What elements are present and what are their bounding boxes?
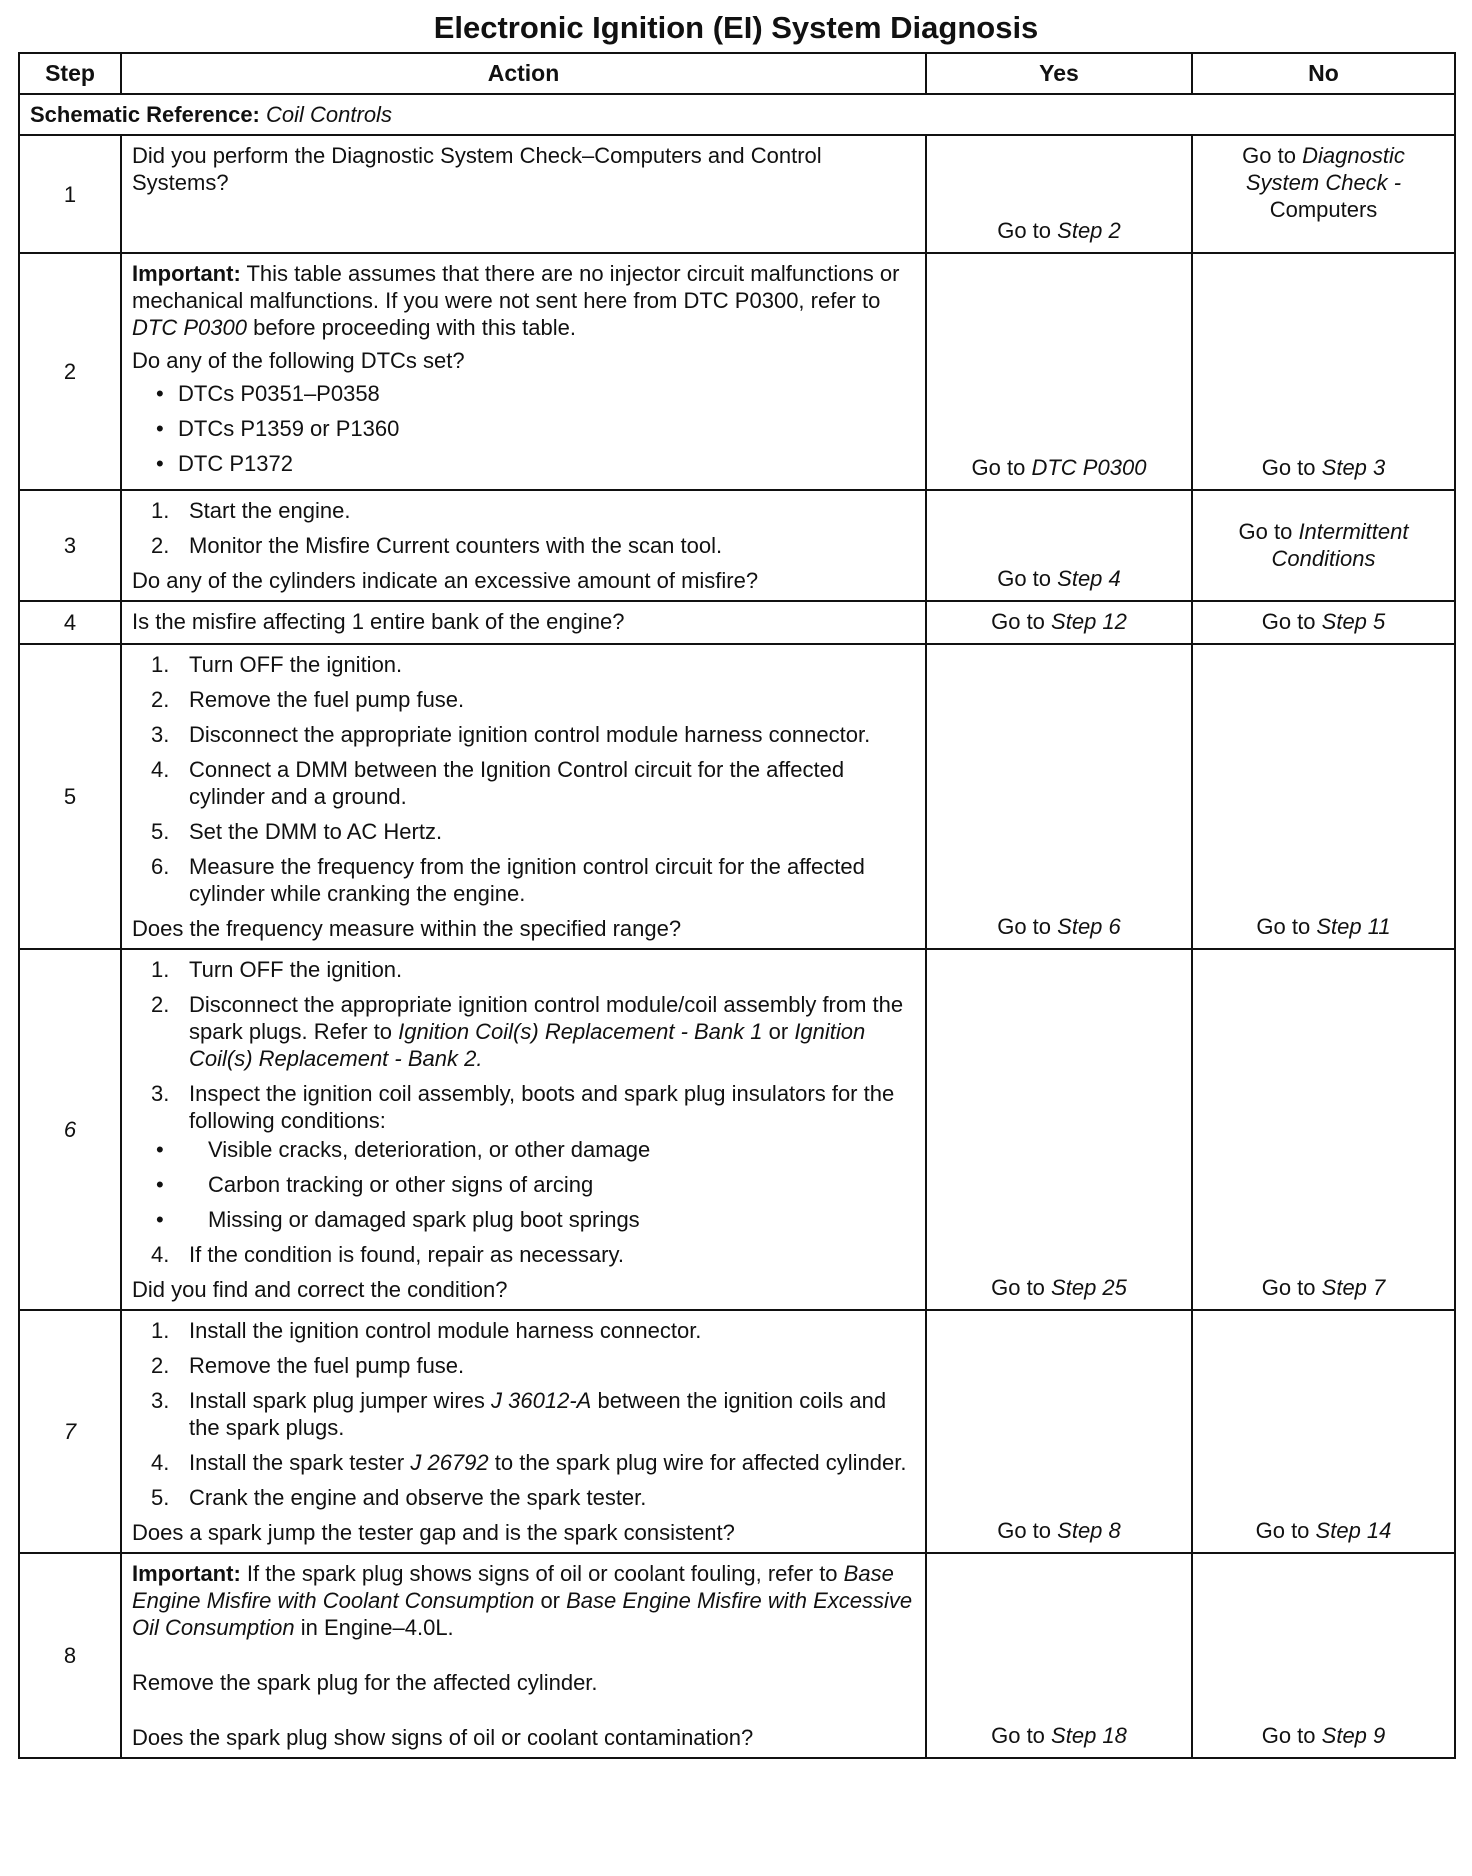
reference-link[interactable]: Base Engine Misfire with Excessive Oil Consumption <box>132 1588 913 1640</box>
table-header-row <box>19 53 1455 94</box>
no-target-link[interactable]: Diagnostic <box>1302 143 1405 168</box>
no-cell <box>1192 135 1455 253</box>
go-to-text: Go to <box>997 218 1052 243</box>
list-item: 1. Turn OFF the ignition. <box>151 957 403 982</box>
action-cell <box>121 949 926 1310</box>
action-question: Does the frequency measure within the specified range? <box>132 916 682 941</box>
list-item: 2. Disconnect the appropriate ignition control module/coil assembly from the spark plugs. Refer to Ignition Coil(s) Replacement - Bank 1 or Ignition Coil(s) Replacement - Bank 2. <box>151 992 904 1071</box>
no-target-link[interactable]: Intermittent <box>1298 518 1409 544</box>
header-step: Step <box>19 53 121 94</box>
list-item: 1. Start the engine. <box>151 498 351 523</box>
step-number: 3 <box>19 490 121 601</box>
action-cell <box>121 135 926 253</box>
procedure-list <box>132 651 915 907</box>
list-item: 1. Turn OFF the ignition. <box>151 652 403 677</box>
header-no: No <box>1192 53 1455 94</box>
yes-target-link[interactable]: Step 25 <box>1051 1275 1127 1300</box>
schematic-reference-row <box>19 94 1455 135</box>
action-cell <box>121 644 926 949</box>
table-row <box>19 1310 1455 1553</box>
action-question: Is the misfire affecting 1 entire bank of the engine? <box>132 609 625 634</box>
step-number: 2 <box>19 253 121 490</box>
list-item: 6. Measure the frequency from the ignition control circuit for the affected cylinder while cranking the engine. <box>151 854 865 906</box>
list-item: • DTC P1372 <box>132 450 915 477</box>
go-to-text: Go to <box>991 1723 1045 1748</box>
go-to-text: Go to <box>1261 609 1316 634</box>
go-to-text: Go to <box>1261 1275 1316 1300</box>
step-number: 4 <box>19 601 121 644</box>
go-to-text: Go to <box>997 1518 1052 1543</box>
no-target-link[interactable]: Step 7 <box>1321 1275 1386 1300</box>
schematic-label: Schematic Reference: <box>30 102 260 127</box>
yes-target-link[interactable]: Step 2 <box>1057 218 1121 243</box>
list-item: 5. Set the DMM to AC Hertz. <box>151 819 443 844</box>
yes-cell <box>926 949 1192 1310</box>
action-cell <box>121 490 926 601</box>
no-target-link[interactable]: Step 9 <box>1321 1723 1386 1748</box>
schematic-reference <box>19 94 1455 135</box>
step-number: 7 <box>19 1310 121 1553</box>
go-to-text: Go to <box>1238 518 1293 544</box>
yes-cell <box>926 1310 1192 1553</box>
step-number: 8 <box>19 1553 121 1758</box>
list-item: 3. Inspect the ignition coil assembly, boots and spark plug insulators for the following conditions: • Visible cracks, deterioration, or other damage • Carbon tracking or other signs of arcing • Missing or damaged spark plug boot springs <box>132 1080 915 1233</box>
list-item: 4. Connect a DMM between the Ignition Control circuit for the affected cylinder and a ground. <box>151 757 845 809</box>
reference-link[interactable]: Ignition Coil(s) Replacement - Bank 1 <box>398 1019 763 1044</box>
go-to-text: Go to <box>991 609 1045 634</box>
yes-cell <box>926 1553 1192 1758</box>
list-item: 3. Install spark plug jumper wires J 36012-A between the ignition coils and the spark plugs. <box>151 1388 887 1440</box>
important-label: Important: <box>132 1561 241 1586</box>
list-item: 1. Install the ignition control module harness connector. <box>151 1318 702 1343</box>
list-item: 2. Remove the fuel pump fuse. <box>151 1353 465 1378</box>
action-question: Did you find and correct the condition? <box>132 1277 508 1302</box>
no-cell <box>1192 1310 1455 1553</box>
list-item: 2. Remove the fuel pump fuse. <box>151 687 465 712</box>
no-target-link[interactable]: Step 11 <box>1316 914 1391 939</box>
procedure-list <box>132 1317 915 1511</box>
go-to-text: Go to <box>997 566 1052 591</box>
table-row <box>19 949 1455 1310</box>
yes-cell <box>926 490 1192 601</box>
step-number: 5 <box>19 644 121 949</box>
table-row <box>19 1553 1455 1758</box>
table-row <box>19 601 1455 644</box>
no-cell <box>1192 601 1455 644</box>
action-question: Did you perform the Diagnostic System Check–Computers and Control Systems? <box>132 143 822 195</box>
tool-reference-link[interactable]: J 36012-A <box>491 1388 592 1413</box>
action-cell <box>121 253 926 490</box>
important-text-end: before proceeding with this table. <box>253 315 576 340</box>
table-row <box>19 644 1455 949</box>
procedure-list <box>132 497 915 559</box>
list-item: 2. Monitor the Misfire Current counters with the scan tool. <box>151 533 723 558</box>
important-note: Important: If the spark plug shows signs of oil or coolant fouling, refer to Base Engine Misfire with Coolant Consumption or Base Engine Misfire with Excessive Oil Consumption in Engine–4.0L. <box>132 1561 913 1640</box>
table-row <box>19 253 1455 490</box>
important-reference-link[interactable]: DTC P0300 <box>132 315 247 340</box>
go-to-text: Go to <box>1261 1723 1316 1748</box>
go-to-text: Go to <box>971 455 1026 480</box>
go-to-text: Go to <box>1242 143 1296 168</box>
go-to-text: Go to <box>1261 455 1316 480</box>
yes-cell <box>926 601 1192 644</box>
important-text: This table assumes that there are no injector circuit malfunctions or mechanical malfunctions. If you were not sent here from DTC P0300, refer to <box>132 261 900 313</box>
no-cell <box>1192 949 1455 1310</box>
list-item: • DTCs P0351–P0358 <box>132 380 915 407</box>
list-item: 5. Crank the engine and observe the spark tester. <box>151 1485 647 1510</box>
header-action: Action <box>121 53 926 94</box>
go-to-text: Go to <box>997 914 1052 939</box>
procedure-list <box>132 956 915 1268</box>
page-title: Electronic Ignition (EI) System Diagnosis <box>433 10 1039 45</box>
action-question: Does a spark jump the tester gap and is the spark consistent? <box>132 1520 735 1545</box>
diagnosis-table <box>18 52 1456 1759</box>
conditions-list <box>132 1136 915 1233</box>
action-question: Do any of the following DTCs set? <box>132 348 465 373</box>
yes-target-link[interactable]: Step 12 <box>1051 609 1127 634</box>
action-cell <box>121 1553 926 1758</box>
action-cell <box>121 1310 926 1553</box>
action-instruction: Remove the spark plug for the affected cylinder. <box>132 1670 598 1695</box>
important-note <box>132 260 915 341</box>
table-row <box>19 135 1455 253</box>
step-number: 6 <box>19 949 121 1310</box>
important-label: Important: <box>132 261 241 286</box>
yes-cell <box>926 644 1192 949</box>
list-item: 3. Disconnect the appropriate ignition control module harness connector. <box>151 722 871 747</box>
no-cell <box>1192 1553 1455 1758</box>
no-cell <box>1192 490 1455 601</box>
no-target-link-line2[interactable]: System Check - <box>1245 170 1402 195</box>
no-target-link[interactable]: Step 5 <box>1321 609 1386 634</box>
list-item: 4. Install the spark tester J 26792 to the spark plug wire for affected cylinder. <box>151 1450 907 1475</box>
list-item: • Missing or damaged spark plug boot springs <box>132 1206 915 1233</box>
no-cell <box>1192 644 1455 949</box>
go-to-text: Go to <box>1255 1518 1310 1543</box>
no-target-link-line2[interactable]: Conditions <box>1271 545 1376 571</box>
action-question: Do any of the cylinders indicate an excessive amount of misfire? <box>132 568 759 593</box>
no-target-link[interactable]: Step 3 <box>1321 455 1386 480</box>
no-target-link-line3[interactable]: Computers <box>1269 197 1378 222</box>
schematic-value: Coil Controls <box>266 102 392 127</box>
list-item: • Carbon tracking or other signs of arcing <box>132 1171 915 1198</box>
table-row <box>19 490 1455 601</box>
yes-target-link[interactable]: Step 6 <box>1057 914 1121 939</box>
tool-reference-link[interactable]: J 26792 <box>410 1450 489 1475</box>
action-cell <box>121 601 926 644</box>
reference-link[interactable]: Base Engine Misfire with Coolant Consumption <box>132 1561 894 1613</box>
dtc-list <box>132 380 915 477</box>
header-yes: Yes <box>926 53 1192 94</box>
yes-cell <box>926 135 1192 253</box>
no-target-link[interactable]: Step 14 <box>1315 1518 1392 1543</box>
yes-target-link[interactable]: DTC P0300 <box>1031 455 1147 480</box>
list-item: 4. If the condition is found, repair as necessary. <box>151 1242 624 1267</box>
list-item: • DTCs P1359 or P1360 <box>132 415 915 442</box>
reference-link[interactable]: Ignition Coil(s) Replacement - Bank 2. <box>189 1019 866 1071</box>
important-text: If the spark plug shows signs of oil or coolant fouling, refer to <box>246 1561 838 1586</box>
no-cell <box>1192 253 1455 490</box>
step-number: 1 <box>19 135 121 253</box>
list-item: • Visible cracks, deterioration, or other damage <box>132 1136 915 1163</box>
yes-target-link[interactable]: Step 18 <box>1051 1723 1127 1748</box>
yes-target-link[interactable]: Step 4 <box>1057 566 1121 591</box>
go-to-text: Go to <box>1256 914 1311 939</box>
yes-target-link[interactable]: Step 8 <box>1057 1518 1121 1543</box>
yes-cell <box>926 253 1192 490</box>
action-question: Does the spark plug show signs of oil or coolant contamination? <box>132 1725 754 1750</box>
go-to-text: Go to <box>991 1275 1045 1300</box>
